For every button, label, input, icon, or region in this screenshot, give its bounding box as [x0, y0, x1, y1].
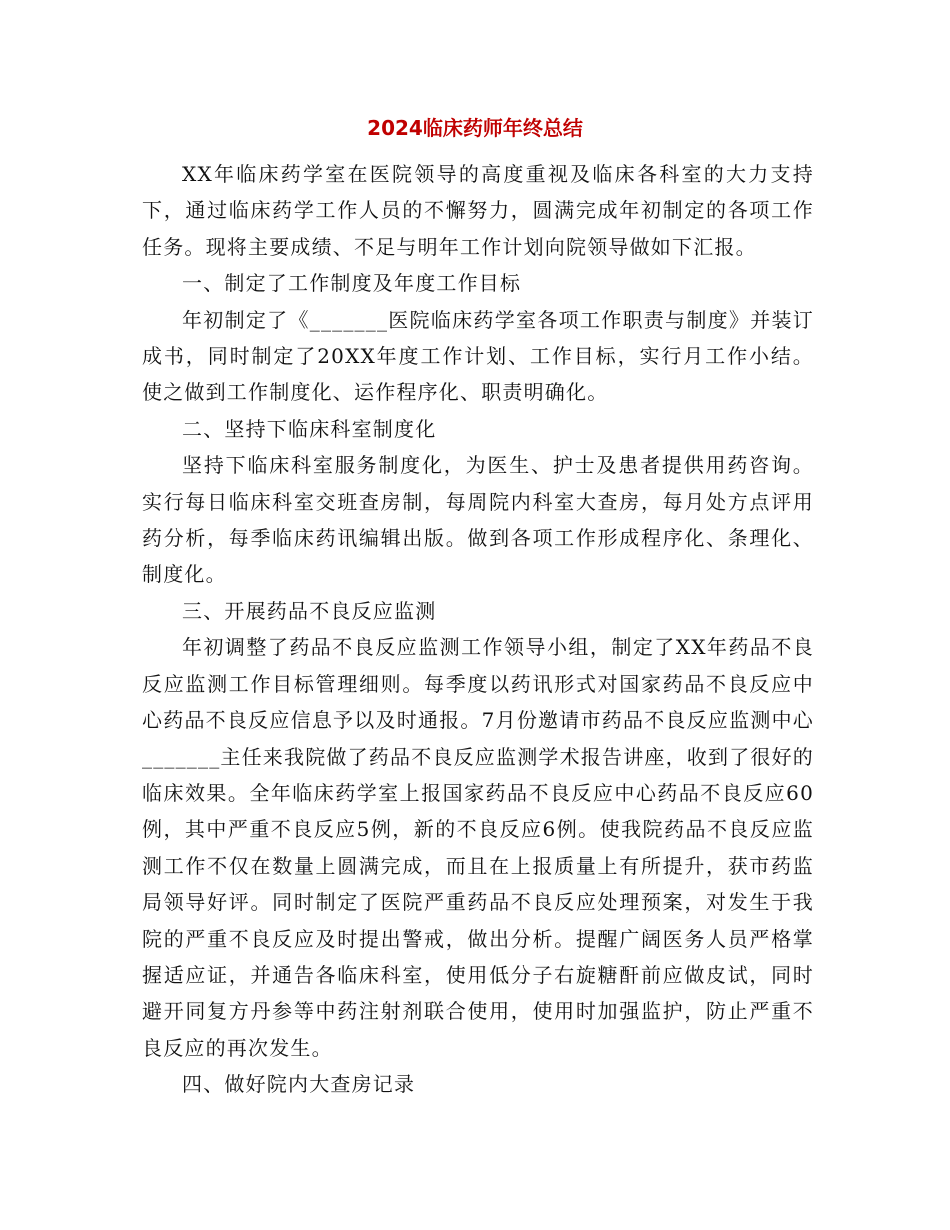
intro-paragraph: XX年临床药学室在医院领导的高度重视及临床各科室的大力支持下，通过临床药学工作人员的不懈努力，圆满完成年初制定的各项工作任务。现将主要成绩、不足与明年工作计划向院领导做如下汇报。: [142, 162, 814, 259]
section-4-heading: 四、做好院内大查房记录: [182, 1072, 416, 1097]
section-1-heading: 一、制定了工作制度及年度工作目标: [182, 271, 522, 296]
section-3-heading: 三、开展药品不良反应监测: [182, 598, 437, 623]
section-2-paragraph: 坚持下临床科室服务制度化，为医生、护士及患者提供用药咨询。实行每日临床科室交班查房制，每周院内科室大查房，每月处方点评用药分析，每季临床药讯编辑出版。做到各项工作形成程序化、条理化、制度化。: [142, 453, 814, 587]
document-title: 2024临床药师年终总结: [367, 116, 583, 140]
section-1-paragraph: 年初制定了《_______医院临床药学室各项工作职责与制度》并装订成书，同时制定了20XX年度工作计划、工作目标，实行月工作小结。使之做到工作制度化、运作程序化、职责明确化。: [142, 307, 814, 405]
section-2-heading: 二、坚持下临床科室制度化: [182, 416, 437, 441]
document-body: [142, 156, 814, 1103]
section-3-paragraph: 年初调整了药品不良反应监测工作领导小组，制定了XX年药品不良反应监测工作目标管理细则。每季度以药讯形式对国家药品不良反应中心药品不良反应信息予以及时通报。7月份邀请市药品不良反应监测中心_______主任来我院做了药品不良反应监测学术报告讲座，收到了很好的临床效果。全年临床药学室上报国家药品不良反应中心药品不良反应60例，其中严重不良反应5例，新的不良反应6例。使我院药品不良反应监测工作不仅在数量上圆满完成，而且在上报质量上有所提升，获市药监局领导好评。同时制定了医院严重药品不良反应处理预案，对发生于我院的严重不良反应及时提出警戒，做出分析。提醒广阔医务人员严格掌握适应证，并通告各临床科室，使用低分子右旋糖酐前应做皮试，同时避开同复方丹参等中药注射剂联合使用，使用时加强监护，防止严重不良反应的再次发生。: [142, 635, 814, 1060]
